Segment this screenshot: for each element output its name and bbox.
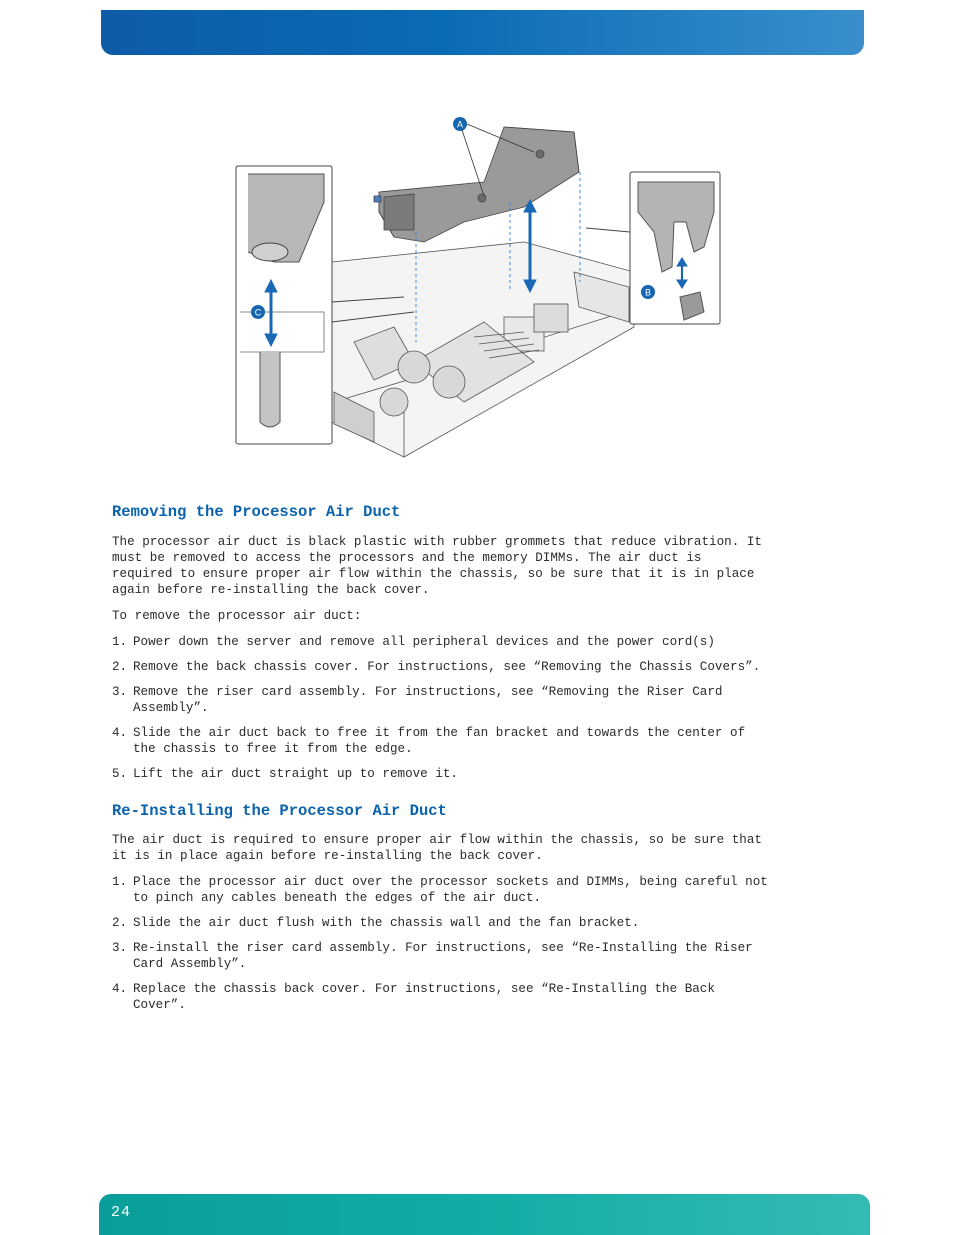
list-item [112,915,844,931]
list-item [112,684,844,716]
step-number: 4. [112,982,128,996]
step-number: 3. [112,941,128,955]
step-number: 1. [112,635,128,649]
step-text: Re-install the riser card assembly. For instructions, see “Re-Installing the Riser Card Assembly”. [133,941,753,971]
step-text: Slide the air duct back to free it from the fan bracket and towards the center of the chassis to free it from the edge. [133,726,746,756]
callout-a-label: A [456,119,464,130]
air-duct-illustration [234,112,724,460]
step-text: Remove the back chassis cover. For instructions, see “Removing the Chassis Covers”. [133,660,761,674]
callout-c-label: C [254,307,262,318]
callout-b-label: B [644,287,652,298]
header-banner [101,10,864,55]
list-item [112,659,844,675]
step-text: Replace the chassis back cover. For instructions, see “Re-Installing the Back Cover”. [133,982,715,1012]
list-item [112,634,844,650]
step-number: 5. [112,767,128,781]
page-number: 24 [111,1204,132,1221]
step-number: 4. [112,726,128,740]
air-duct-drawing [374,127,579,242]
list-item [112,981,844,1013]
reinstall-steps [112,874,844,1013]
step-number: 1. [112,875,128,889]
section-title-removing: Removing the Processor Air Duct [112,503,401,521]
section-title-reinstalling: Re-Installing the Processor Air Duct [112,802,447,820]
removal-steps [112,634,844,782]
step-number: 2. [112,660,128,674]
section1-intro: The processor air duct is black plastic with rubber grommets that reduce vibration. It must be removed to access the processors and the memory DIMMs. The air duct is required to ensure proper air flow within the chassis, so be sure that it is in place again before re-installing the back cover. [112,535,762,597]
step-text: Power down the server and remove all peripheral devices and the power cord(s) [133,635,715,649]
section2-intro: The air duct is required to ensure proper air flow within the chassis, so be sure that it is in place again before re-installing the back cover. [112,833,762,863]
step-text: Place the processor air duct over the processor sockets and DIMMs, being careful not to pinch any cables beneath the edges of the air duct. [133,875,768,905]
list-item [112,766,844,782]
section1-lead: To remove the processor air duct: [112,609,362,623]
list-item [112,725,844,757]
page-content [112,503,844,1022]
step-text: Slide the air duct flush with the chassis wall and the fan bracket. [133,916,640,930]
step-text: Lift the air duct straight up to remove it. [133,767,458,781]
footer-banner [99,1194,870,1235]
step-number: 2. [112,916,128,930]
chassis-drawing [332,242,634,457]
step-number: 3. [112,685,128,699]
step-text: Remove the riser card assembly. For instructions, see “Removing the Riser Card Assembly”. [133,685,723,715]
list-item [112,940,844,972]
list-item [112,874,844,906]
